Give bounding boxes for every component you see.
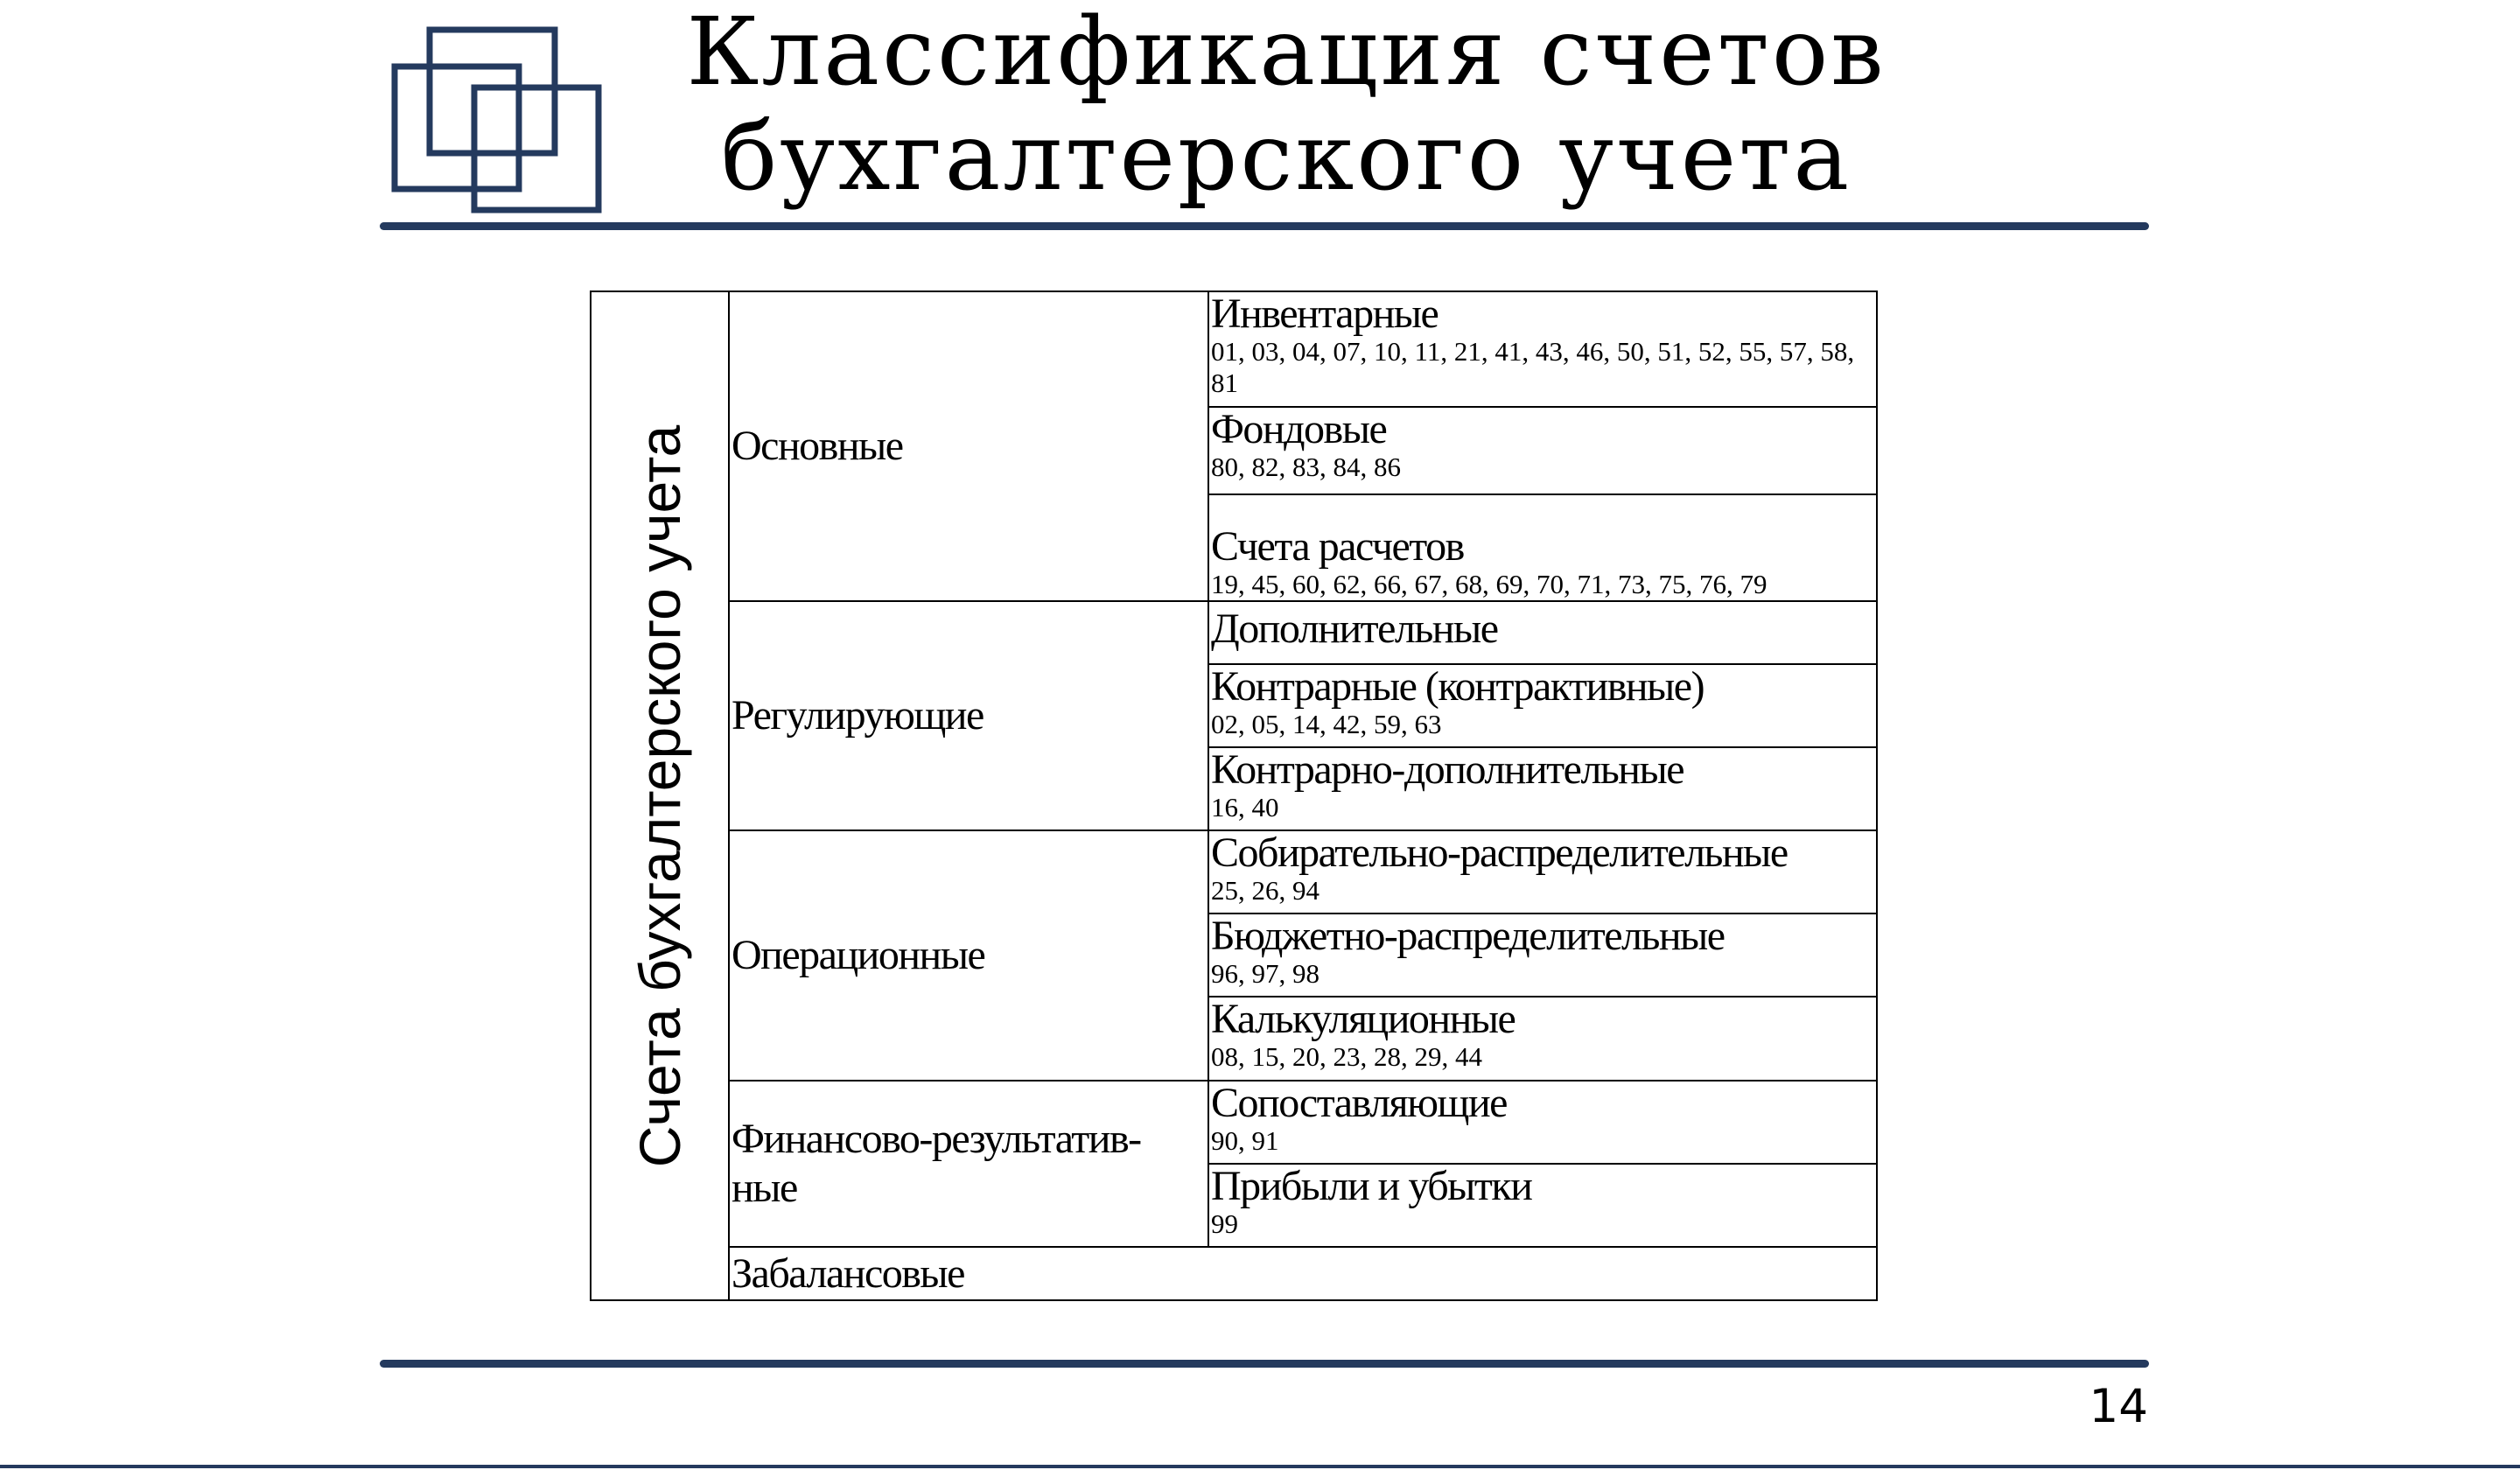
group-label-main: Основные [732, 423, 903, 469]
sub-cell-contra-additional [1208, 747, 1877, 830]
group-cell-regulating [729, 601, 1208, 830]
sub-codes: 99 [1211, 1208, 1238, 1239]
slide-title-line-1: Классификация счетов [686, 0, 1886, 107]
root-cell [591, 291, 729, 1300]
slide-title [682, 0, 1890, 210]
slide-title-line-2: бухгалтерского учета [720, 103, 1852, 212]
bottom-edge-line [0, 1465, 2520, 1468]
sub-name: Сопоставляющие [1211, 1080, 1507, 1126]
sub-name: Инвентарные [1211, 290, 1438, 337]
sub-codes: 02, 05, 14, 42, 59, 63 [1211, 709, 1442, 739]
sub-cell-inventory [1208, 291, 1877, 407]
sub-cell-profit-loss [1208, 1164, 1877, 1247]
sub-name: Прибыли и убытки [1211, 1163, 1532, 1209]
page-number: 14 [2089, 1380, 2148, 1433]
sub-name: Фондовые [1211, 406, 1387, 452]
sub-cell-costing [1208, 997, 1877, 1081]
sub-name: Счета расчетов [1211, 523, 1464, 570]
off-balance-label: Забалансовые [732, 1250, 964, 1297]
sub-codes: 90, 91 [1211, 1125, 1279, 1156]
group-label-financial-result-line-2: ные [732, 1165, 797, 1211]
group-label-operational: Операционные [732, 932, 985, 978]
off-balance-cell [729, 1247, 1877, 1300]
footer-divider [380, 1360, 2149, 1368]
sub-codes: 08, 15, 20, 23, 28, 29, 44 [1211, 1041, 1482, 1072]
group-label-financial-result-line-1: Финансово-результатив- [732, 1116, 1141, 1162]
sub-cell-settlements [1208, 494, 1877, 601]
sub-cell-comparative [1208, 1081, 1877, 1164]
sub-name: Дополнительные [1211, 606, 1498, 652]
sub-codes: 80, 82, 83, 84, 86 [1211, 452, 1401, 482]
sub-codes: 16, 40 [1211, 792, 1279, 822]
sub-name: Контрарные (контрактивные) [1211, 663, 1704, 710]
title-divider [380, 222, 2149, 230]
sub-name: Контрарно-дополнительные [1211, 746, 1684, 793]
sub-cell-collective-distributive [1208, 830, 1877, 914]
sub-codes: 19, 45, 60, 62, 66, 67, 68, 69, 70, 71, 73, 75, 76, 79 [1211, 569, 1768, 599]
accounts-classification-table [590, 290, 1878, 1301]
group-cell-operational [729, 830, 1208, 1081]
sub-name: Бюджетно-распределительные [1211, 913, 1725, 959]
sub-cell-budget-distributive [1208, 914, 1877, 997]
group-label-regulating: Регулирующие [732, 692, 984, 738]
sub-name: Калькуляционные [1211, 996, 1516, 1042]
sub-cell-funds [1208, 407, 1877, 494]
sub-codes: 01, 03, 04, 07, 10, 11, 21, 41, 43, 46, 50, 51, 52, 55, 57, 58, 81 [1211, 336, 1855, 398]
sub-name: Собирательно-распределительные [1211, 830, 1788, 876]
root-label: Счета бухгалтерского учета [627, 424, 692, 1167]
sub-cell-additional [1208, 601, 1877, 664]
sub-codes: 25, 26, 94 [1211, 875, 1320, 906]
group-cell-main [729, 291, 1208, 601]
sub-codes: 96, 97, 98 [1211, 958, 1320, 989]
sub-cell-contra [1208, 664, 1877, 747]
group-cell-financial-result [729, 1081, 1208, 1247]
